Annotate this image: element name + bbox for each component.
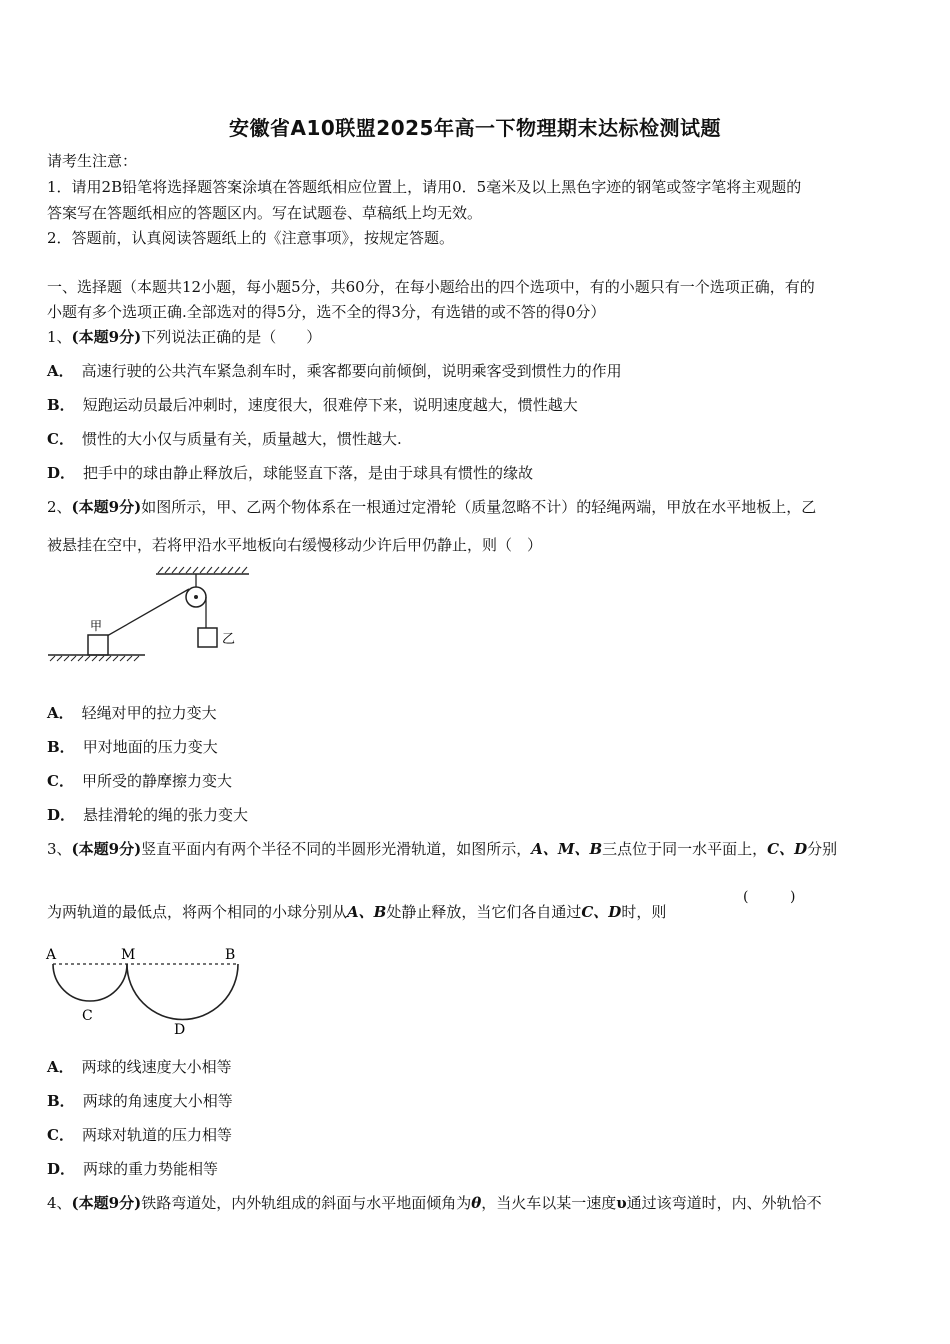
theta-symbol: θ xyxy=(471,1194,482,1212)
q2-option-a[interactable] xyxy=(47,703,217,723)
question-score-tag: (本题9分) xyxy=(71,498,142,516)
q3-option-b[interactable] xyxy=(47,1091,233,1111)
label-jia: 甲 xyxy=(90,619,103,633)
label-a: A xyxy=(46,947,57,963)
notice-item1-line2: 答案写在答题纸相应的答题区内。写在试题卷、草稿纸上均无效。 xyxy=(47,204,483,222)
option-text: 甲所受的静摩擦力变大 xyxy=(81,772,232,790)
question-text: 分别 xyxy=(807,840,838,858)
notice-item2: 2．答题前，认真阅读答题纸上的《注意事项》，按规定答题。 xyxy=(47,229,455,247)
q2-option-b[interactable] xyxy=(47,737,218,757)
block-jia xyxy=(88,635,108,655)
option-text: 两球的重力势能相等 xyxy=(83,1160,219,1178)
rope-to-jia xyxy=(107,589,189,636)
question-number: 4、 xyxy=(47,1194,72,1212)
answer-paren-close: ) xyxy=(790,889,796,905)
q2-option-d[interactable] xyxy=(47,805,248,825)
label-c: C xyxy=(82,1008,93,1024)
semicircle-tracks-figure xyxy=(44,942,248,1038)
option-text: 惯性的大小仅与质量有关，质量越大，惯性越大. xyxy=(81,430,402,448)
q3-option-d[interactable] xyxy=(47,1159,218,1179)
q3-option-c[interactable] xyxy=(47,1125,232,1145)
question-number: 3、 xyxy=(47,840,72,858)
option-letter: C． xyxy=(47,772,74,790)
option-letter: C． xyxy=(47,430,74,448)
question-4-stem xyxy=(47,1193,822,1213)
option-text: 高速行驶的公共汽车紧急刹车时，乘客都要向前倾倒，说明乘客受到惯性力的作用 xyxy=(81,362,622,380)
floor-hatch xyxy=(50,656,139,661)
small-track xyxy=(53,964,127,1001)
question-text: 如图所示，甲、乙两个物体系在一根通过定滑轮（质量忽略不计）的轻绳两端，甲放在水平地板上，乙 xyxy=(141,498,817,516)
q3-option-a[interactable] xyxy=(47,1057,232,1077)
q1-option-b[interactable] xyxy=(47,395,578,415)
question-text: 处静止释放，当它们各自通过 xyxy=(386,903,582,921)
question-3-stem-line2 xyxy=(47,902,666,922)
option-letter: B． xyxy=(47,396,75,414)
question-3-stem-line1 xyxy=(47,839,837,859)
question-2-stem-line1 xyxy=(47,497,816,517)
question-score-tag: (本题9分) xyxy=(71,328,142,346)
label-m: M xyxy=(121,947,136,963)
question-number: 1、 xyxy=(47,328,72,346)
label-yi: 乙 xyxy=(222,632,236,647)
option-text: 两球的角速度大小相等 xyxy=(82,1092,233,1110)
point-labels: C、D xyxy=(767,840,808,858)
option-letter: A． xyxy=(47,1058,74,1076)
question-text: 为两轨道的最低点，将两个相同的小球分别从 xyxy=(47,903,348,921)
pulley-axle xyxy=(194,595,198,599)
option-letter: B． xyxy=(47,1092,75,1110)
question-2-stem-line2: 被悬挂在空中，若将甲沿水平地板向右缓慢移动少许后甲仍静止，则（ ） xyxy=(47,536,543,554)
question-text: 时，则 xyxy=(621,903,667,921)
option-letter: B． xyxy=(47,738,75,756)
point-labels: C、D xyxy=(581,903,622,921)
q1-option-c[interactable] xyxy=(47,429,402,449)
option-text: 两球的线速度大小相等 xyxy=(81,1058,232,1076)
option-letter: A． xyxy=(47,704,74,722)
question-number: 2、 xyxy=(47,498,72,516)
question-1-stem xyxy=(47,327,321,347)
q1-option-d[interactable] xyxy=(47,463,533,483)
q2-option-c[interactable] xyxy=(47,771,232,791)
question-score-tag: (本题9分) xyxy=(71,840,142,858)
pulley-figure xyxy=(44,562,254,666)
question-text: ，当火车以某一速度 xyxy=(481,1194,617,1212)
label-d: D xyxy=(174,1022,186,1038)
question-text: 竖直平面内有两个半径不同的半圆形光滑轨道，如图所示， xyxy=(141,840,532,858)
question-text: 三点位于同一水平面上， xyxy=(602,840,768,858)
question-text: 下列说法正确的是（ ） xyxy=(141,328,322,346)
option-letter: D． xyxy=(47,464,76,482)
q1-option-a[interactable] xyxy=(47,361,622,381)
option-letter: A． xyxy=(47,362,74,380)
ceiling-hatch xyxy=(158,567,247,573)
section-intro-line2: 小题有多个选项正确.全部选对的得5分，选不全的得3分，有选错的或不答的得0分） xyxy=(47,303,606,321)
question-text: 通过该弯道时，内、外轨恰不 xyxy=(626,1194,822,1212)
large-track xyxy=(127,964,238,1020)
notice-item1-line1: 1．请用2B铅笔将选择题答案涂填在答题纸相应位置上，请用0．5毫米及以上黑色字迹的钢笔或签字笔将主观题的 xyxy=(47,178,802,196)
option-text: 把手中的球由静止释放后，球能竖直下落，是由于球具有惯性的缘故 xyxy=(83,464,534,482)
option-letter: D． xyxy=(47,806,76,824)
page-title: 安徽省A10联盟2025年高一下物理期末达标检测试题 xyxy=(229,116,721,140)
option-letter: C． xyxy=(47,1126,74,1144)
option-text: 甲对地面的压力变大 xyxy=(82,738,218,756)
answer-paren-open: ( xyxy=(743,889,749,905)
point-labels: A、B xyxy=(347,903,387,921)
option-text: 两球对轨道的压力相等 xyxy=(81,1126,232,1144)
velocity-symbol: υ xyxy=(616,1194,627,1212)
block-yi xyxy=(198,628,217,647)
label-b: B xyxy=(225,947,236,963)
option-text: 悬挂滑轮的绳的张力变大 xyxy=(83,806,249,824)
question-score-tag: (本题9分) xyxy=(71,1194,142,1212)
question-text: 铁路弯道处，内外轨组成的斜面与水平地面倾角为 xyxy=(141,1194,472,1212)
section-intro-line1: 一、选择题（本题共12小题，每小题5分，共60分，在每小题给出的四个选项中，有的小题只有一个选项正确，有的 xyxy=(47,278,815,296)
point-labels: A、M、B xyxy=(531,840,603,858)
notice-heading: 请考生注意： xyxy=(47,152,138,170)
option-text: 短跑运动员最后冲刺时，速度很大，很难停下来，说明速度越大，惯性越大 xyxy=(82,396,578,414)
option-letter: D． xyxy=(47,1160,76,1178)
option-text: 轻绳对甲的拉力变大 xyxy=(81,704,217,722)
